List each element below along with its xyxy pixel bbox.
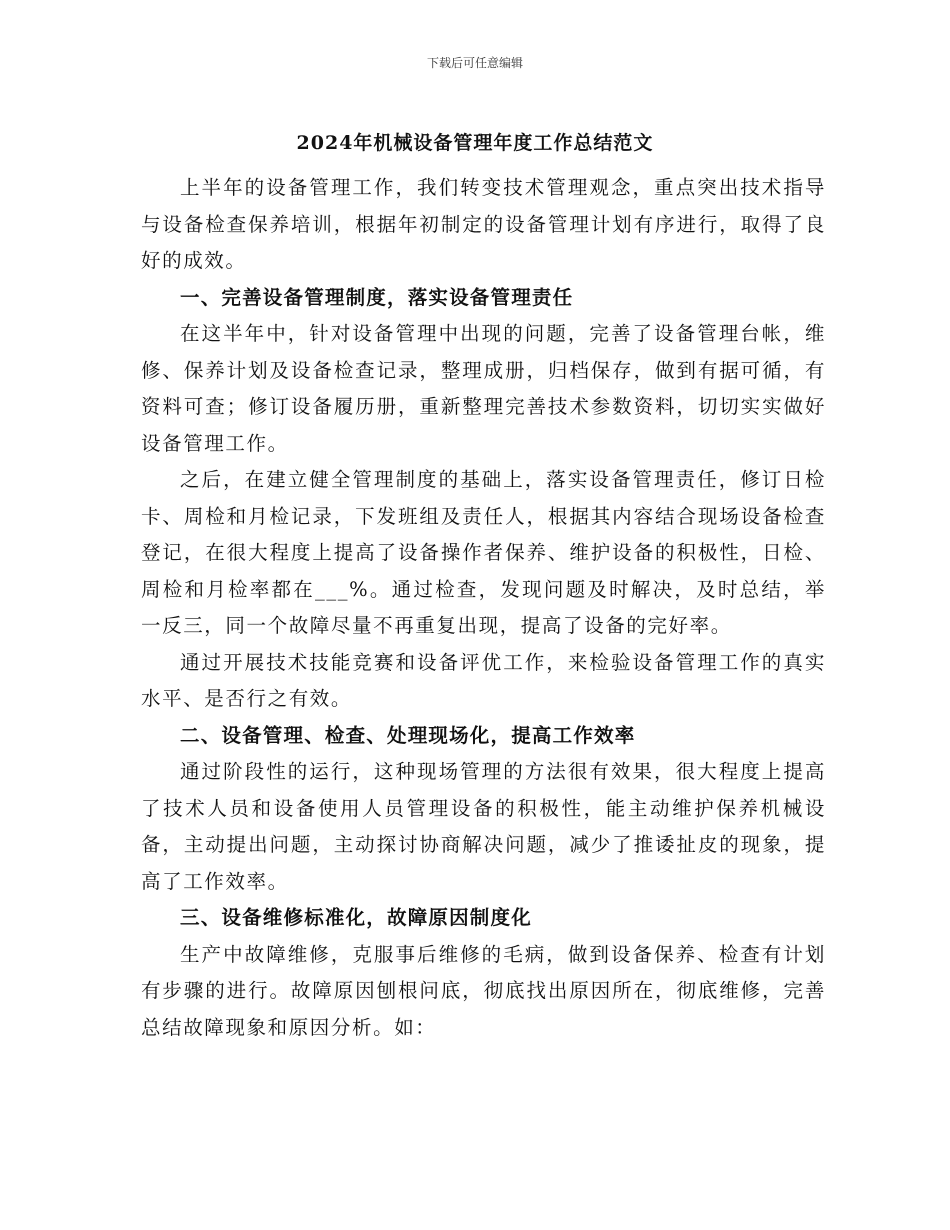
section-2-heading: 二、设备管理、检查、处理现场化，提高工作效率 [180,723,636,747]
section-1-paragraph-3: 通过开展技术技能竞赛和设备评优工作，来检验设备管理工作的真实水平、是否行之有效。 [141,650,826,710]
section-2-paragraph-1: 通过阶段性的运行，这种现场管理的方法很有效果，很大程度上提高了技术人员和设备使用人员管理设备的积极性，能主动维护保养机械设备，主动提出问题，主动探讨协商解决问题，减少了推诿扯皮的现象，提高了工作效率。 [141,760,826,893]
section-1-heading: 一、完善设备管理制度，落实设备管理责任 [180,285,574,309]
section-3-heading: 三、设备维修标准化，故障原因制度化 [180,906,532,929]
intro-paragraph: 上半年的设备管理工作，我们转变技术管理观念，重点突出技术指导与设备检查保养培训，根据年初制定的设备管理计划有序进行，取得了良好的成效。 [141,176,826,272]
section-1-paragraph-1: 在这半年中，针对设备管理中出现的问题，完善了设备管理台帐，维修、保养计划及设备检查记录，整理成册，归档保存，做到有据可循，有资料可查；修订设备履历册，重新整理完善技术参数资料，切切实实做好设备管理工作。 [141,322,826,455]
section-1-paragraph-2: 之后，在建立健全管理制度的基础上，落实设备管理责任，修订日检卡、周检和月检记录，下发班组及责任人，根据其内容结合现场设备检查登记，在很大程度上提高了设备操作者保养、维护设备的积极性，日检、周检和月检率都在___%。通过检查，发现问题及时解决，及时总结，举一反三，同一个故障尽量不再重复出现，提高了设备的完好率。 [141,468,826,637]
document-title: 2024年机械设备管理年度工作总结范文 [296,132,654,154]
page-header-note: 下载后可任意编辑 [426,56,523,70]
document-body [141,170,826,1046]
section-3-paragraph-1: 生产中故障维修，克服事后维修的毛病，做到设备保养、检查有计划有步骤的进行。故障原因刨根问底，彻底找出原因所在，彻底维修，完善总结故障现象和原因分析。如： [141,942,826,1039]
